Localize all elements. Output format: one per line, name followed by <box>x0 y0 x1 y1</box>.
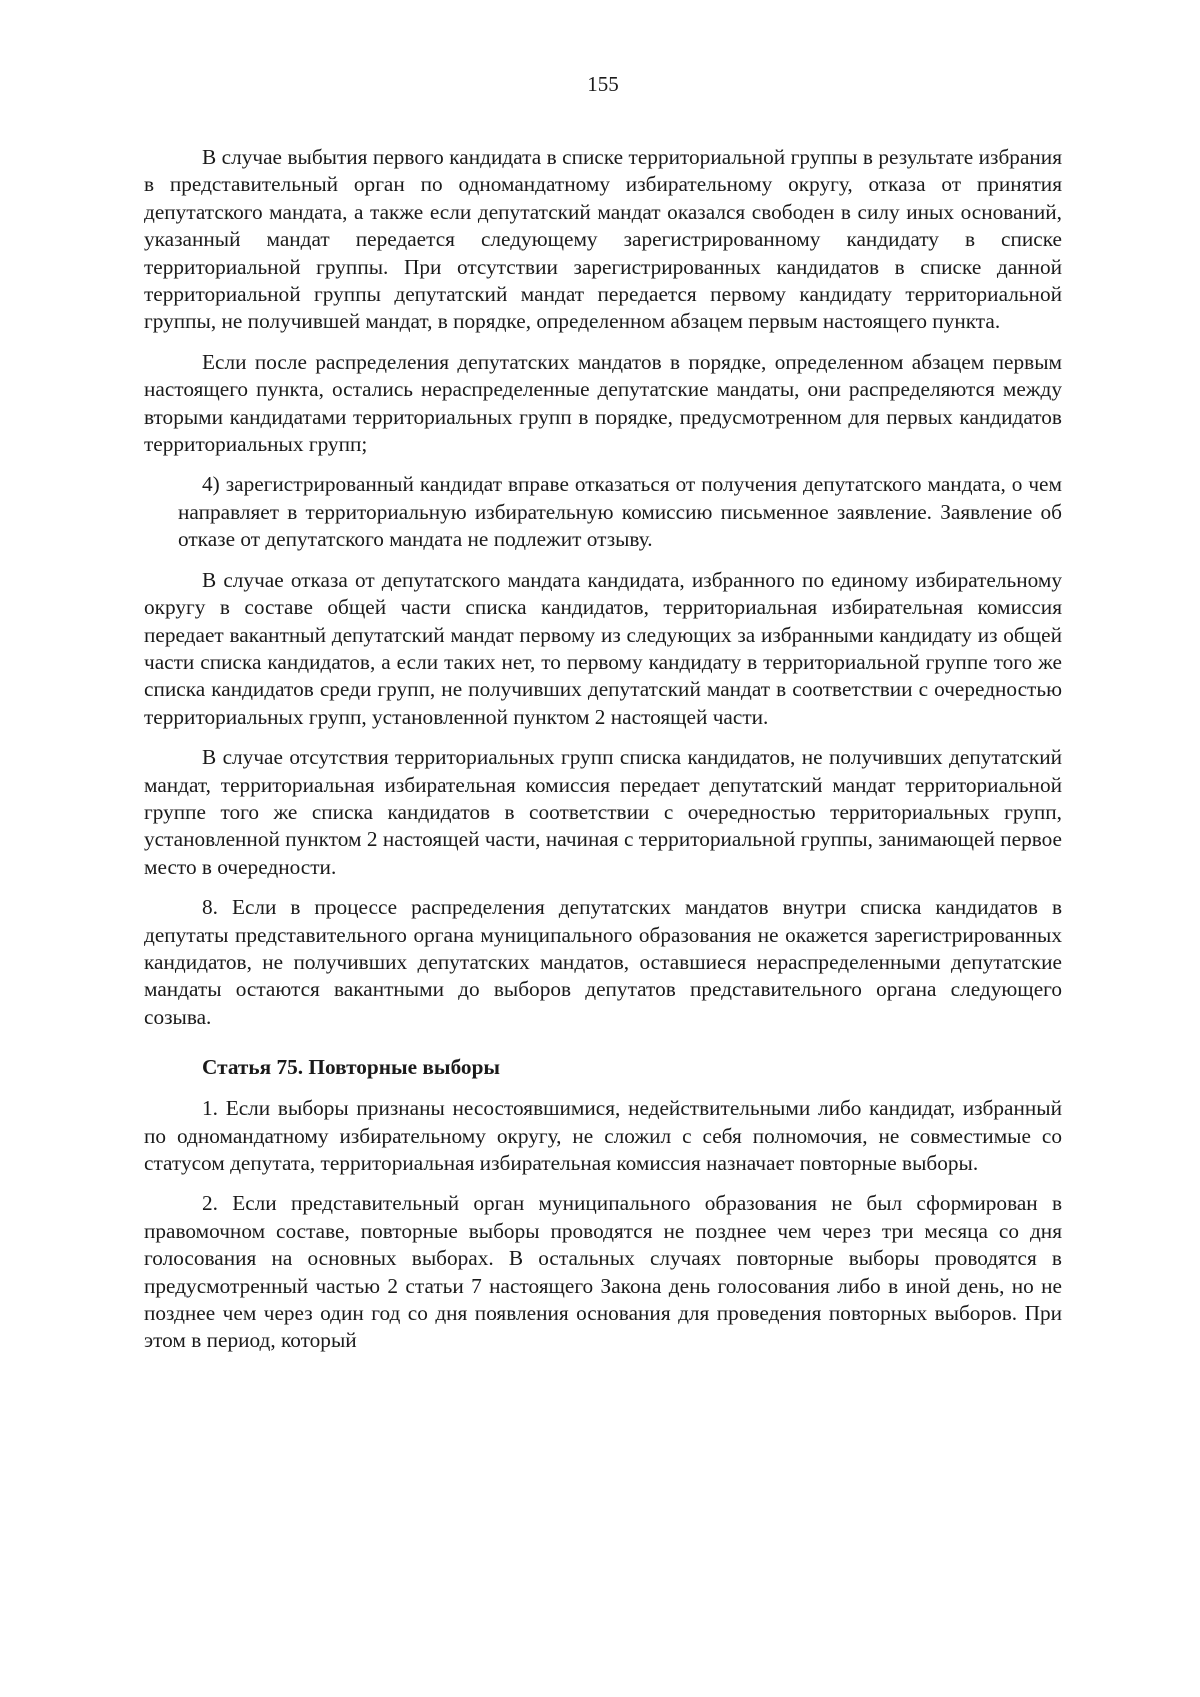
paragraph: 2. Если представительный орган муниципального образования не был сформирован в правомочном составе, повторные выборы проводятся не позднее чем через три месяца со дня голосования на основных выборах. В остальных случаях повторные выборы проводятся в предусмотренный частью 2 статьи 7 настоящего Закона день голосования либо в иной день, но не позднее чем через один год со дня появления основания для проведения повторных выборов. При этом в период, который <box>144 1191 1062 1353</box>
document-body <box>144 144 1062 1368</box>
document-page <box>144 0 1062 1697</box>
article-heading: Статья 75. Повторные выборы <box>202 1055 501 1080</box>
paragraph: В случае отсутствия территориальных групп списка кандидатов, не получивших депутатский мандат, территориальная избирательная комиссия передает депутатский мандат территориальной группе того же списка кандидатов в соответствии с очередностью территориальных групп, установленной пунктом 2 настоящей части, начиная с территориальной группы, занимающей первое место в очередности. <box>144 745 1062 879</box>
paragraph: Если после распределения депутатских мандатов в порядке, определенном абзацем первым настоящего пункта, остались нераспределенные депутатские мандаты, они распределяются между вторыми кандидатами территориальных групп в порядке, предусмотренном для первых кандидатов территориальных групп; <box>144 349 1062 457</box>
paragraph: 8. Если в процессе распределения депутатских мандатов внутри списка кандидатов в депутаты представительного органа муниципального образования не окажется зарегистрированных кандидатов, не получивших депутатских мандатов, оставшиеся нераспределенными депутатские мандаты остаются вакантными до выборов депутатов представительного органа следующего созыва. <box>144 895 1062 1029</box>
paragraph: 1. Если выборы признаны несостоявшимися, недействительными либо кандидат, избранный по одномандатному избирательному округу, не сложил с себя полномочия, не совместимые со статусом депутата, территориальная избирательная комиссия назначает повторные выборы. <box>144 1096 1062 1175</box>
paragraph: В случае выбытия первого кандидата в списке территориальной группы в результате избрания в представительный орган по одномандатному избирательному округу, отказа от принятия депутатского мандата, а также если депутатский мандат оказался свободен в силу иных оснований, указанный мандат передается следующему зарегистрированному кандидату в списке территориальной группы. При отсутствии зарегистрированных кандидатов в списке данной территориальной группы депутатский мандат передается первому кандидату территориальной группы, не получившей мандат, в порядке, определенном абзацем первым настоящего пункта. <box>144 145 1062 334</box>
list-item-paragraph: 4) зарегистрированный кандидат вправе отказаться от получения депутатского мандата, о чем направляет в территориальную избирательную комиссию письменное заявление. Заявление об отказе от депутатского мандата не подлежит отзыву. <box>178 472 1062 552</box>
page-number: 155 <box>587 72 619 96</box>
paragraph: В случае отказа от депутатского мандата кандидата, избранного по единому избирательному округу в составе общей части списка кандидатов, территориальная избирательная комиссия передает вакантный депутатский мандат первому из следующих за избранными кандидату из общей части списка кандидатов, а если таких нет, то первому кандидату в территориальной группе того же списка кандидатов среди групп, не получивших депутатский мандат в соответствии с очередностью территориальных групп, установленной пунктом 2 настоящей части. <box>144 567 1062 729</box>
